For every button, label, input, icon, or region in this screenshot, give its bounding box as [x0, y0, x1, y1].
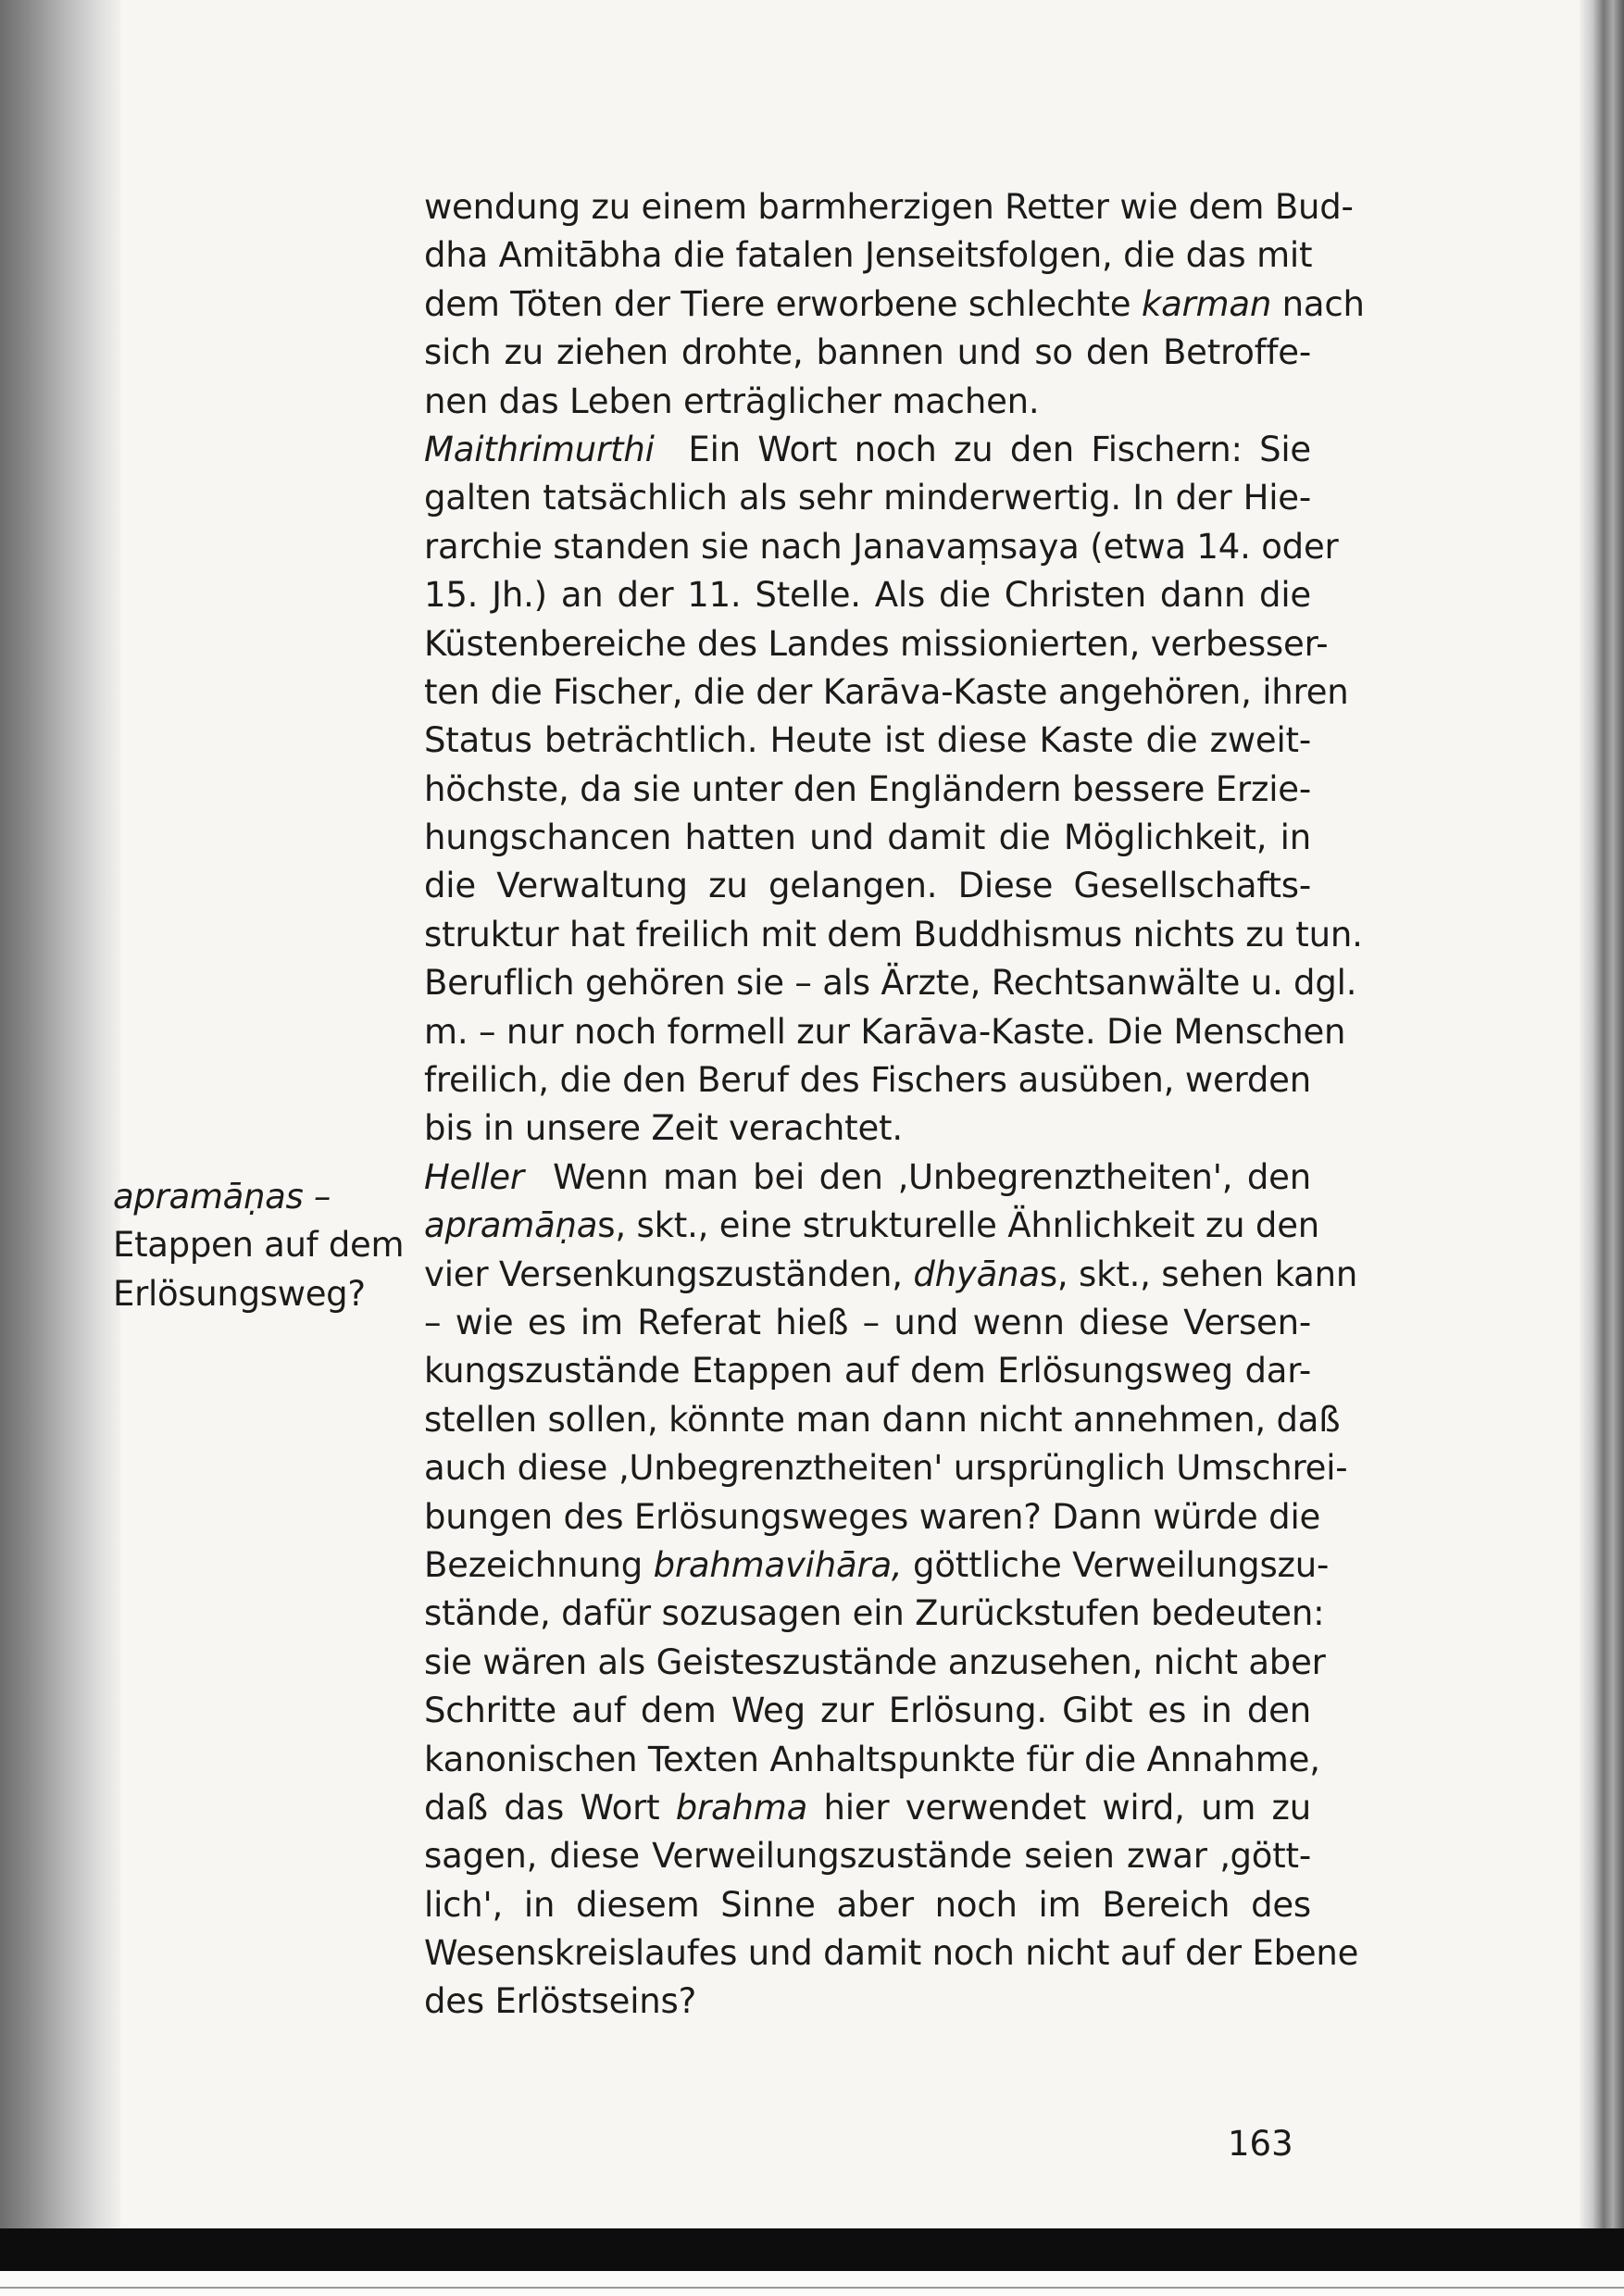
text-line: kungszustände Etappen auf dem Erlösungsweg dar- — [424, 1351, 1311, 1391]
text-segment: göttliche Verweilungszu- — [902, 1544, 1330, 1585]
text-line: bungen des Erlösungsweges waren? Dann würde die — [424, 1496, 1321, 1537]
text-line — [424, 1784, 1311, 1832]
term-brahma: brahma — [675, 1787, 808, 1828]
text-line: rarchie standen sie nach Janavaṃsaya (etwa 14. oder — [424, 526, 1339, 567]
term-apramana: apramāṇa — [424, 1205, 598, 1246]
text-line: wendung zu einem barmherzigen Retter wie dem Bud- — [424, 187, 1354, 227]
text-line: Schritte auf dem Weg zur Erlösung. Gibt es in den — [424, 1691, 1311, 1731]
term-dhyana: dhyāna — [913, 1254, 1040, 1294]
text-line: lich', in diesem Sinne aber noch im Bereich des — [424, 1884, 1311, 1925]
margin-note-line: Erlösungsweg? — [113, 1273, 366, 1314]
text-line — [424, 426, 1311, 474]
text-line: dha Amitābha die fatalen Jenseitsfolgen, die das mit — [424, 235, 1313, 276]
text-line: – wie es im Referat hieß – und wenn diese Versen- — [424, 1302, 1311, 1342]
paragraph-2 — [424, 426, 1363, 1154]
text-line — [424, 1251, 1358, 1299]
text-line: kanonischen Texten Anhaltspunkte für die Annahme, — [424, 1739, 1320, 1779]
text-segment: daß das Wort — [424, 1787, 676, 1828]
term-karman: karman — [1141, 283, 1272, 324]
text-line: hungschancen hatten und damit die Möglichkeit, in — [424, 817, 1311, 858]
text-line: sie wären als Geisteszustände anzusehen, nicht aber — [424, 1641, 1326, 1682]
scan-bottom-line — [0, 2287, 1624, 2289]
text-line — [424, 1154, 1311, 1202]
text-line: stände, dafür sozusagen ein Zurückstufen bedeuten: — [424, 1593, 1325, 1634]
margin-note-line: Etappen auf dem — [113, 1225, 405, 1266]
speaker-name: Maithrimurthi — [424, 429, 655, 469]
main-text — [424, 183, 1365, 2027]
scan-bottom-bar — [0, 2228, 1624, 2271]
text-segment: vier Versenkungszuständen, — [424, 1254, 914, 1294]
scan-bottom-strip — [0, 2271, 1624, 2296]
text-segment: Ein Wort noch zu den Fischern: Sie — [654, 429, 1311, 469]
text-line: nen das Leben erträglicher machen. — [424, 381, 1040, 421]
text-segment: s, skt., eine strukturelle Ähnlichkeit zu den — [597, 1205, 1320, 1246]
text-line: galten tatsächlich als sehr minderwertig. In der Hie- — [424, 478, 1311, 518]
text-line: ten die Fischer, die der Karāva-Kaste angehören, ihren — [424, 671, 1349, 712]
text-line: Wesenskreislaufes und damit noch nicht auf der Ebene — [424, 1933, 1359, 1974]
text-line: Beruflich gehören sie – als Ärzte, Rechtsanwälte u. dgl. — [424, 963, 1357, 1004]
speaker-name: Heller — [424, 1156, 524, 1197]
text-segment: Bezeichnung — [424, 1544, 654, 1585]
margin-note — [113, 1173, 405, 1318]
text-segment: dem Töten der Tiere erworbene schlechte — [424, 283, 1142, 324]
text-line — [424, 1202, 1320, 1250]
text-line: Küstenbereiche des Landes missionierten, verbesser- — [424, 623, 1329, 664]
text-line — [424, 1541, 1330, 1590]
text-line: freilich, die den Beruf des Fischers ausüben, werden — [424, 1060, 1311, 1101]
text-line: des Erlöstseins? — [424, 1981, 697, 2022]
text-segment: s, skt., sehen kann — [1039, 1254, 1358, 1294]
paragraph-1 — [424, 183, 1365, 426]
text-line: die Verwaltung zu gelangen. Diese Gesellschafts- — [424, 866, 1311, 906]
text-line: m. – nur noch formell zur Karāva-Kaste. Die Menschen — [424, 1011, 1346, 1052]
scan-shadow-right — [1580, 0, 1624, 2296]
text-line: höchste, da sie unter den Engländern bessere Erzie- — [424, 768, 1311, 809]
text-line: auch diese ‚Unbegrenztheiten' ursprünglich Umschrei- — [424, 1448, 1348, 1489]
text-segment: hier verwendet wird, um zu — [807, 1787, 1311, 1828]
text-line: bis in unsere Zeit verachtet. — [424, 1108, 903, 1149]
text-line: stellen sollen, könnte man dann nicht annehmen, daß — [424, 1399, 1341, 1440]
page-number: 163 — [1228, 2124, 1293, 2164]
term-brahmavihara: brahmavihāra, — [653, 1544, 903, 1585]
text-line: Status beträchtlich. Heute ist diese Kaste die zweit- — [424, 720, 1311, 761]
text-line: 15. Jh.) an der 11. Stelle. Als die Christen dann die — [424, 575, 1311, 616]
text-segment: Wenn man bei den ‚Unbegrenztheiten', den — [523, 1156, 1311, 1197]
text-line — [424, 281, 1365, 329]
scan-shadow-left — [0, 0, 120, 2296]
margin-note-term: apramāṇas – — [113, 1177, 331, 1217]
text-line: struktur hat freilich mit dem Buddhismus nichts zu tun. — [424, 914, 1363, 955]
text-segment: nach — [1271, 283, 1365, 324]
paragraph-3 — [424, 1154, 1359, 2027]
text-line: sich zu ziehen drohte, bannen und so den Betroffe- — [424, 332, 1311, 373]
text-line: sagen, diese Verweilungszustände seien zwar ‚gött- — [424, 1836, 1311, 1877]
